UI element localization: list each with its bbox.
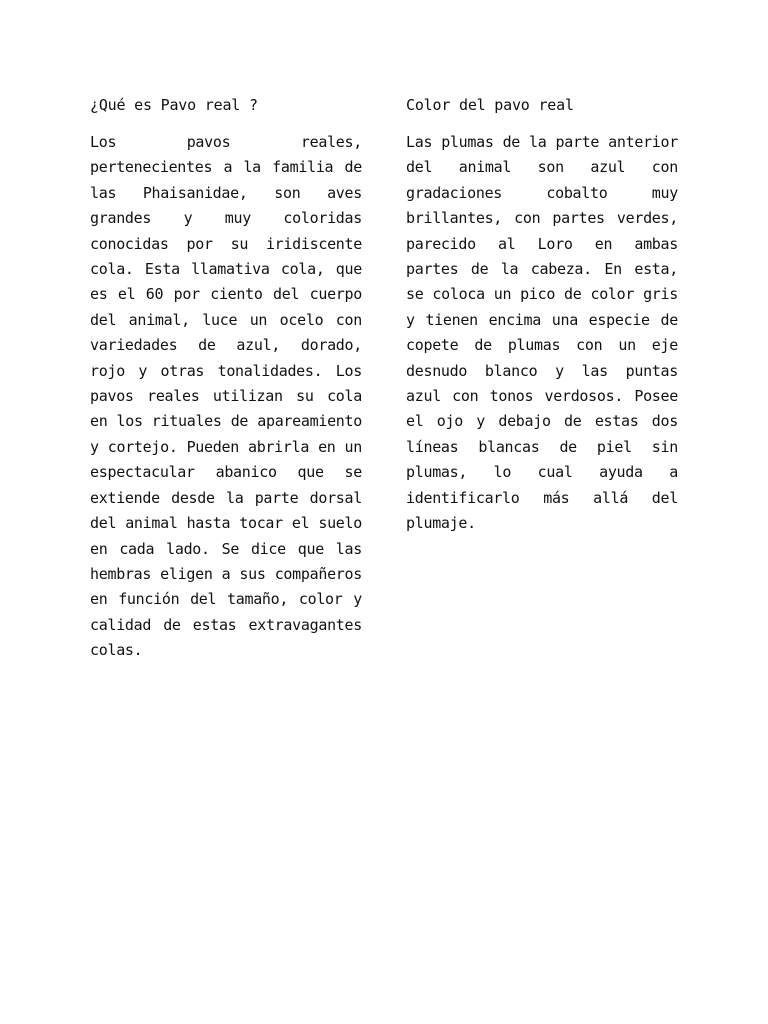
right-column-paragraph: Las plumas de la parte anterior del animal son azul con gradaciones cobalto muy brillantes, con partes verdes, parecido al Loro en ambas partes de la cabeza. En esta, se coloca un pico de color gris y tienen encima una especie de copete de plumas con un eje desnudo blanco y las puntas azul con tonos verdosos. Posee el ojo y debajo de estas dos líneas blancas de piel sin plumas, lo cual ayuda a identificarlo más allá del plumaje. bbox=[406, 133, 678, 533]
right-column-heading: Color del pavo real bbox=[406, 96, 574, 114]
left-column-paragraph: Los pavos reales, pertenecientes a la familia de las Phaisanidae, son aves grandes y muy coloridas conocidas por su iridiscente cola. Esta llamativa cola, que es el 60 por ciento del cuerpo del animal, luce un ocelo con variedades de azul, dorado, rojo y otras tonalidades. Los pavos reales utilizan su cola en los rituales de apareamiento y cortejo. Pueden abrirla en un espectacular abanico que se extiende desde la parte dorsal del animal hasta tocar el suelo en cada lado. Se dice que las hembras eligen a sus compañeros en función del tamaño, color y calidad de estas extravagantes colas. bbox=[90, 133, 362, 660]
right-column bbox=[406, 94, 678, 537]
left-column-heading: ¿Qué es Pavo real ? bbox=[90, 96, 258, 114]
left-column bbox=[90, 94, 362, 664]
